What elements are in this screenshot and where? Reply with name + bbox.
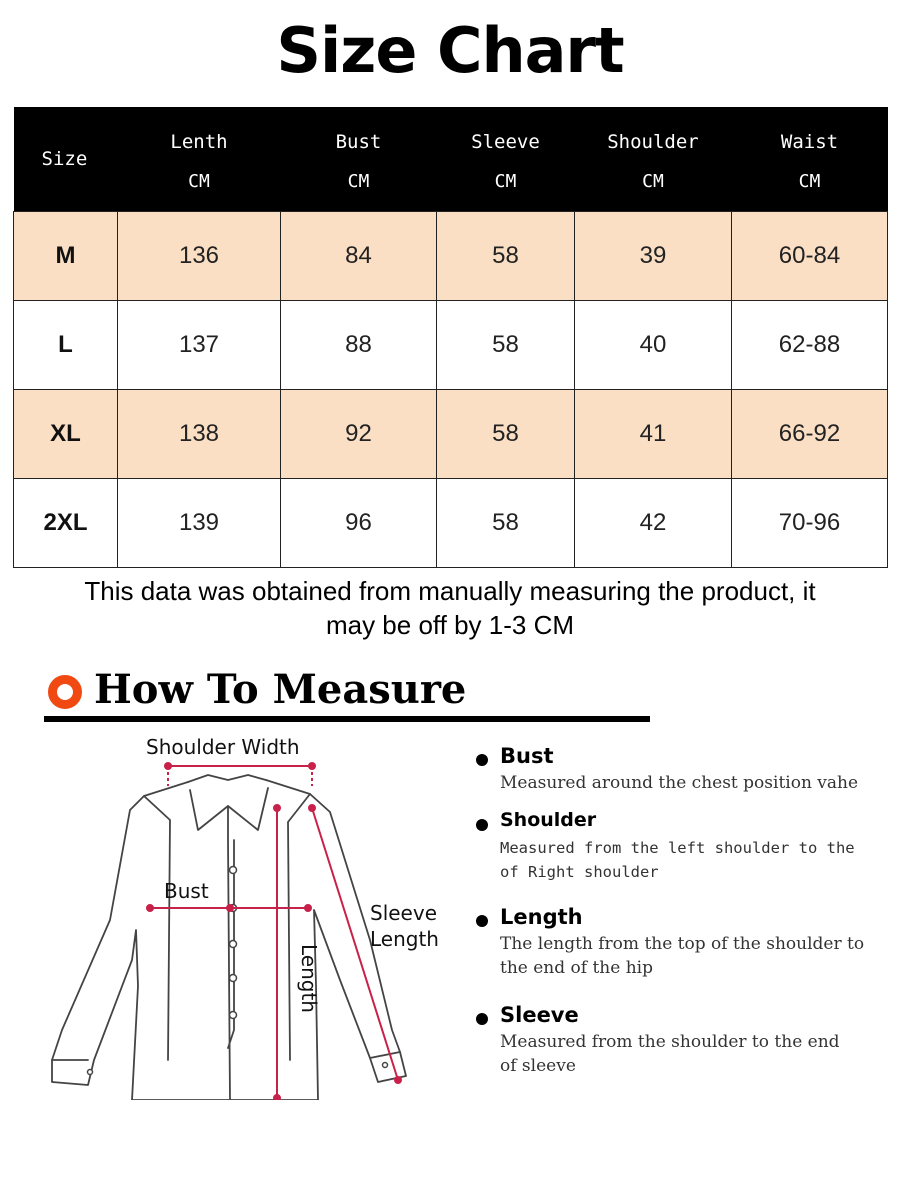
measurement-lines [147,763,401,1100]
table-cell: 58 [437,478,575,567]
definition-desc-line: of Right shoulder [500,863,659,881]
measurement-disclaimer [0,574,900,642]
length-label: Length [297,944,321,1013]
sleeve-length-label-line1: Sleeve [370,901,438,925]
disclaimer-line-1: This data was obtained from manually measuring the product, it [84,576,816,606]
table-row [14,389,888,478]
size-table [13,107,888,568]
shoulder-width-label: Shoulder Width [146,735,300,759]
table-cell: 137 [118,300,281,389]
header-underline [44,716,650,722]
definition-desc: Measured around the chest position vahe [500,773,859,793]
definition-desc-line: Measured from the left shoulder to the [500,839,855,857]
table-cell: 62-88 [732,300,888,389]
column-header-bust: Bust CM [335,131,382,193]
definition-desc [500,836,870,884]
column-header-length: Lenth CM [170,131,228,193]
table-cell: 39 [575,211,732,300]
table-cell: 66-92 [732,389,888,478]
column-header-shoulder: Shoulder CM [607,131,699,193]
table-cell: 92 [281,389,437,478]
column-header-size: Size [41,147,88,170]
table-cell: 88 [281,300,437,389]
orange-ring-icon [48,675,82,709]
bullet-icon [476,1013,488,1025]
size-cell: M [14,211,118,300]
bullet-icon [476,754,488,766]
table-cell: 139 [118,478,281,567]
disclaimer-line-2: may be off by 1-3 CM [325,610,575,640]
definition-desc-line: Measured from the shoulder to the end [500,1032,840,1052]
table-cell: 40 [575,300,732,389]
how-to-measure-title: How To Measure [94,666,467,713]
size-cell: L [14,300,118,389]
table-cell: 70-96 [732,478,888,567]
page-title: Size Chart [276,14,624,87]
definition-desc [500,932,870,980]
table-cell: 42 [575,478,732,567]
sleeve-length-label-line2: Length [370,927,439,951]
definition-title: Shoulder [500,809,597,831]
column-header-sleeve: Sleeve CM [471,131,540,193]
shirt-measure-diagram [40,730,460,1100]
shirt-button-icons [88,867,388,1075]
table-row [14,211,888,300]
table-cell: 96 [281,478,437,567]
size-cell: XL [14,389,118,478]
table-cell: 60-84 [732,211,888,300]
table-cell: 58 [437,389,575,478]
how-to-measure-header [44,668,650,726]
table-row [14,300,888,389]
definition-title: Sleeve [500,1003,579,1027]
definition-desc [500,1030,870,1078]
size-cell: 2XL [14,478,118,567]
bust-label: Bust [164,879,209,903]
table-cell: 58 [437,300,575,389]
definition-title: Bust [500,744,554,768]
definition-title: Length [500,905,583,929]
table-cell: 138 [118,389,281,478]
table-cell: 136 [118,211,281,300]
definition-desc-line: the end of the hip [500,958,653,978]
table-cell: 58 [437,211,575,300]
table-cell: 84 [281,211,437,300]
bullet-icon [476,819,488,831]
definition-desc-line: The length from the top of the shoulder to [500,934,865,954]
definition-desc-line: of sleeve [500,1056,576,1076]
bullet-icon [476,915,488,927]
table-cell: 41 [575,389,732,478]
table-row [14,478,888,567]
column-header-waist: Waist CM [780,131,839,193]
table-header-row [14,107,888,211]
